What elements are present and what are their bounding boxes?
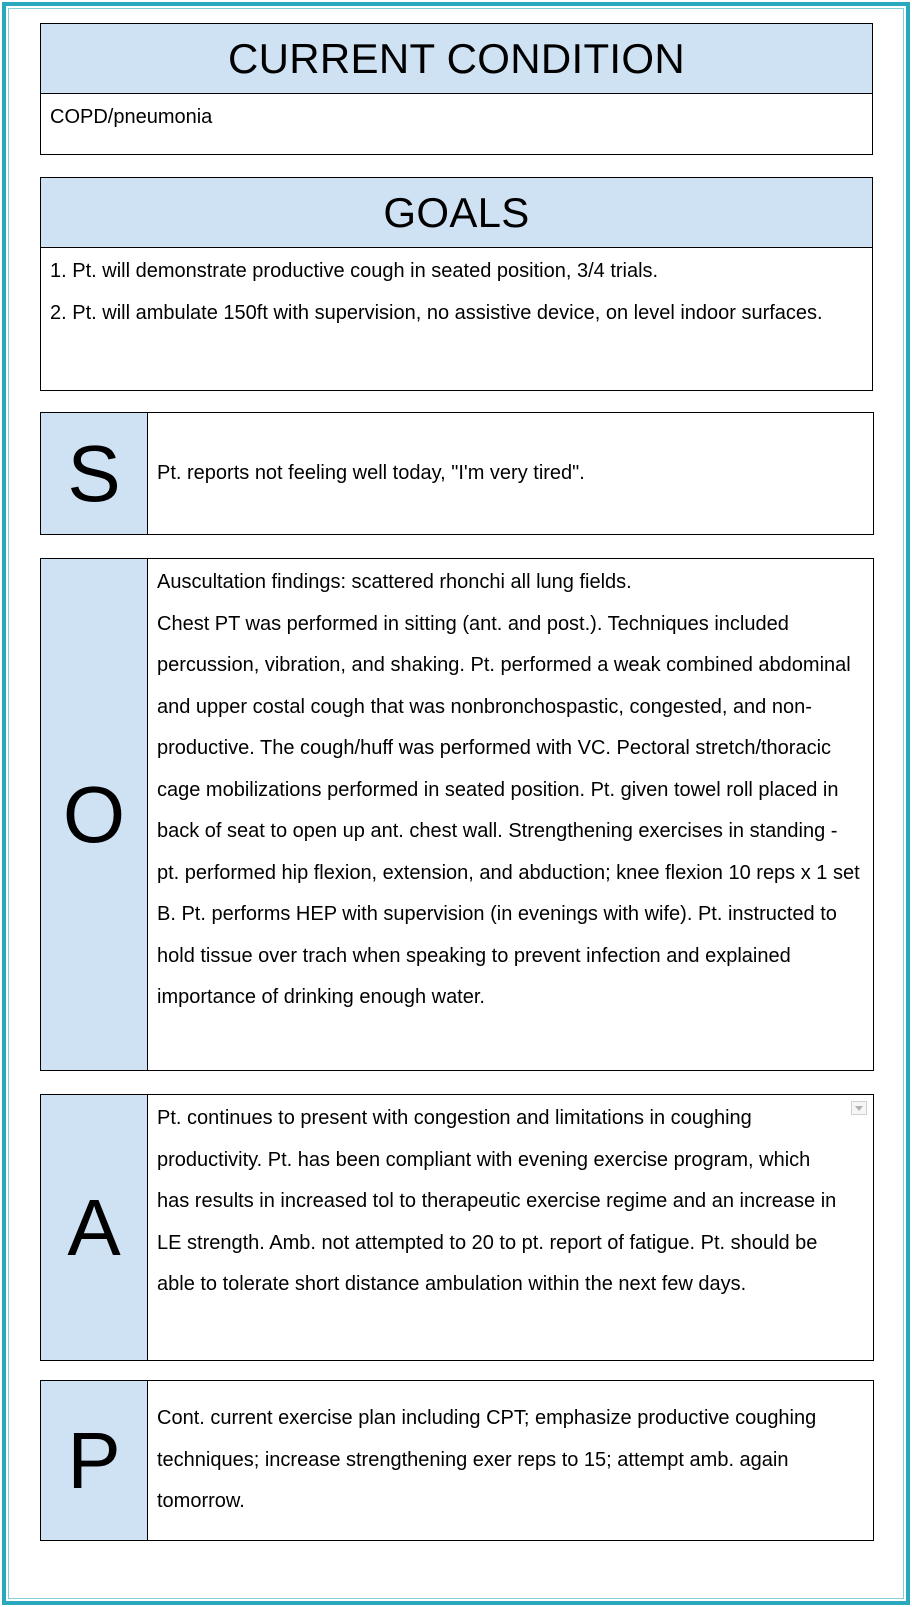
subjective-section <box>40 412 874 535</box>
assessment-letter: A <box>41 1095 148 1360</box>
goals-section <box>40 177 873 391</box>
current-condition-heading: CURRENT CONDITION <box>41 24 872 94</box>
subjective-letter: S <box>41 413 148 534</box>
plan-line: Cont. current exercise plan including CPT; emphasize productive coughing techniques; increase strengthening exer reps to 15; attempt amb. again tomorrow. <box>157 1407 817 1513</box>
goals-body <box>41 248 872 334</box>
objective-line: Chest PT was performed in sitting (ant. and post.). Techniques included percussion, vibration, and shaking. Pt. performed a weak combined abdominal and upper costal cough that was nonbronchospastic, congested, and non-productive. The cough/huff was performed with VC. Pectoral stretch/thoracic cage mobilizations performed in seated position. Pt. given towel roll placed in back of seat to open up ant. chest wall. Strengthening exercises in standing - pt. performed hip flexion, extension, and abduction; knee flexion 10 reps x 1 set B. Pt. performs HEP with supervision (in evenings with wife). Pt. instructed to hold tissue over trach when speaking to prevent infection and explained importance of drinking enough water. <box>157 612 860 1008</box>
subjective-text <box>148 413 873 534</box>
objective-line: Auscultation findings: scattered rhonchi all lung fields. <box>157 571 632 593</box>
assessment-text <box>148 1095 873 1360</box>
assessment-line: Pt. continues to present with congestion and limitations in coughing productivity. Pt. has been compliant with evening exercise program, which has results in increased tol to therapeutic exercise regime and an increase in LE strength. Amb. not attempted to 20 to pt. report of fatigue. Pt. should be able to tolerate short distance ambulation within the next few days. <box>157 1107 837 1295</box>
plan-section <box>40 1380 874 1541</box>
plan-letter: P <box>41 1381 148 1540</box>
goal-item: 2. Pt. will ambulate 150ft with supervision, no assistive device, on level indoor surfaces. <box>50 301 823 324</box>
current-condition-body <box>41 94 872 139</box>
current-condition-text: COPD/pneumonia <box>50 106 213 128</box>
objective-section <box>40 558 874 1071</box>
goal-item: 1. Pt. will demonstrate productive cough in seated position, 3/4 trials. <box>50 260 659 282</box>
subjective-line: Pt. reports not feeling well today, "I'm very tired". <box>157 461 585 484</box>
current-condition-section <box>40 23 873 155</box>
chevron-down-icon[interactable] <box>851 1101 867 1115</box>
plan-text <box>148 1381 873 1540</box>
objective-letter: O <box>41 559 148 1070</box>
assessment-section <box>40 1094 874 1361</box>
objective-text <box>148 559 873 1070</box>
goals-heading: GOALS <box>41 178 872 248</box>
